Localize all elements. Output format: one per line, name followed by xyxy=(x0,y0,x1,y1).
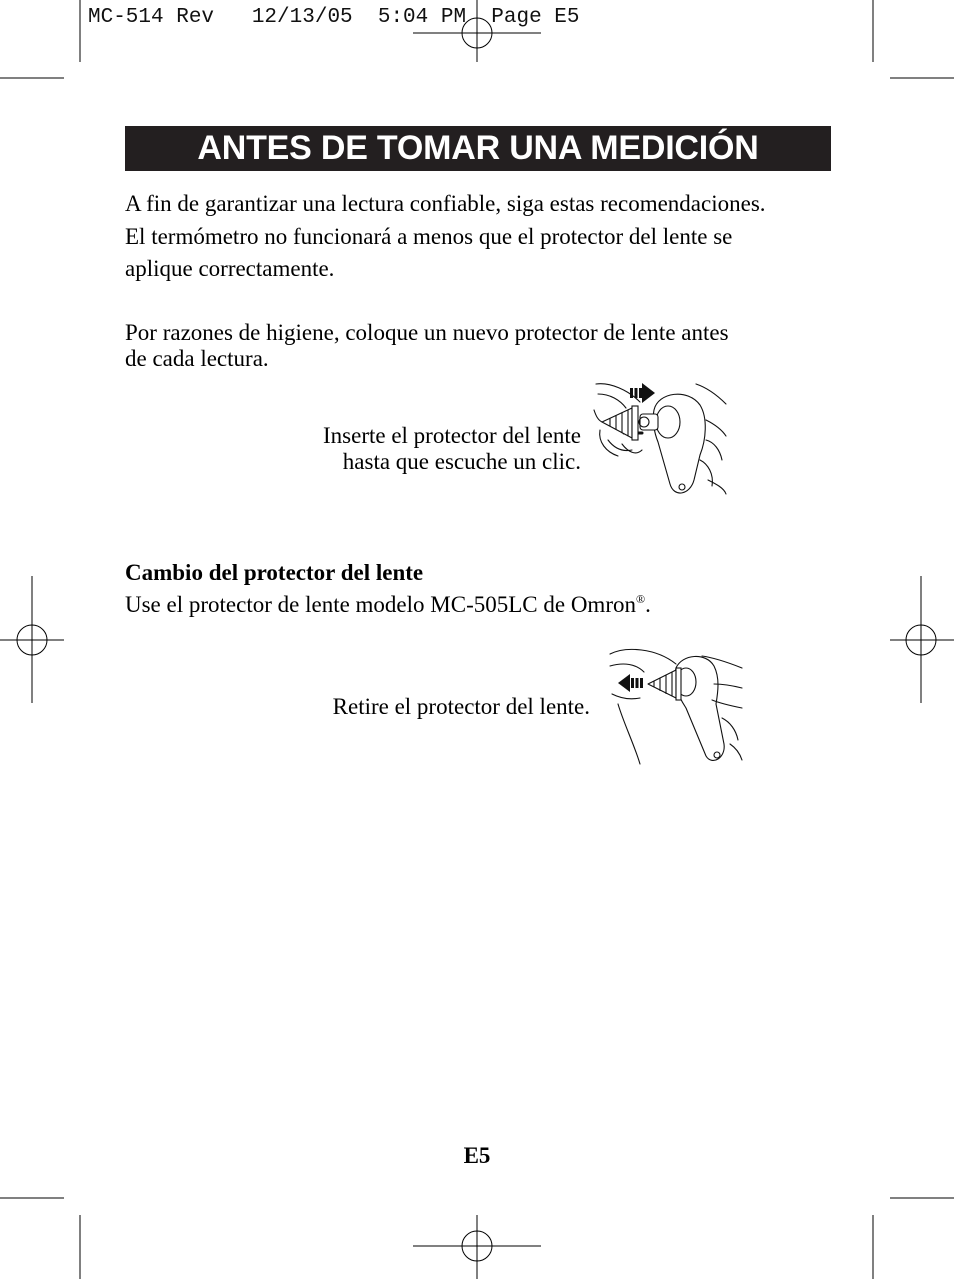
registration-circle xyxy=(462,1231,492,1261)
registration-circle xyxy=(17,625,47,655)
remove-probe-cover-illustration xyxy=(606,644,744,768)
crop-mark-bottom-left xyxy=(0,1198,80,1279)
model-text: Use el protector de lente modelo MC-505LC de Omron xyxy=(125,592,636,617)
intro-line: El termómetro no funcionará a menos que el protector del lente se xyxy=(125,224,733,249)
intro-line: aplique correctamente. xyxy=(125,256,335,281)
page-title: ANTES DE TOMAR UNA MEDICIÓN xyxy=(197,129,759,167)
insert-caption-line: Inserte el protector del lente xyxy=(323,423,581,448)
left-hand-outline xyxy=(610,649,676,764)
registration-mark-right xyxy=(890,576,954,703)
crop-mark-top-right xyxy=(873,0,954,78)
probe-cover xyxy=(602,406,638,440)
print-slug-header: MC-514 Rev 12/13/05 5:04 PM Page E5 xyxy=(88,6,580,29)
crop-mark-bottom-right xyxy=(873,1198,954,1279)
probe-cover xyxy=(648,668,681,700)
remove-caption: Retire el protector del lente. xyxy=(332,694,590,719)
insert-probe-cover-illustration xyxy=(588,380,728,502)
section-heading: Cambio del protector del lente xyxy=(125,560,424,585)
arrow-left-icon xyxy=(618,674,643,692)
intro-line: A fin de garantizar una lectura confiable, siga estas recomendaciones. xyxy=(125,191,766,216)
insert-caption-line: hasta que escuche un clic. xyxy=(342,449,581,474)
registration-mark-left xyxy=(0,576,64,703)
registration-mark-bottom xyxy=(413,1215,541,1279)
arrow-right-icon xyxy=(630,383,655,403)
model-note xyxy=(125,592,651,618)
crop-mark-top-left xyxy=(0,0,80,78)
thermometer-body xyxy=(675,656,724,760)
page-number: E5 xyxy=(463,1143,491,1168)
page-title-bar xyxy=(125,126,831,171)
hygiene-line: de cada lectura. xyxy=(125,346,269,371)
registration-circle xyxy=(906,625,936,655)
hygiene-line: Por razones de higiene, coloque un nuevo protector de lente antes xyxy=(125,320,729,345)
model-end-punct: . xyxy=(645,592,651,617)
registered-mark: ® xyxy=(636,592,646,606)
